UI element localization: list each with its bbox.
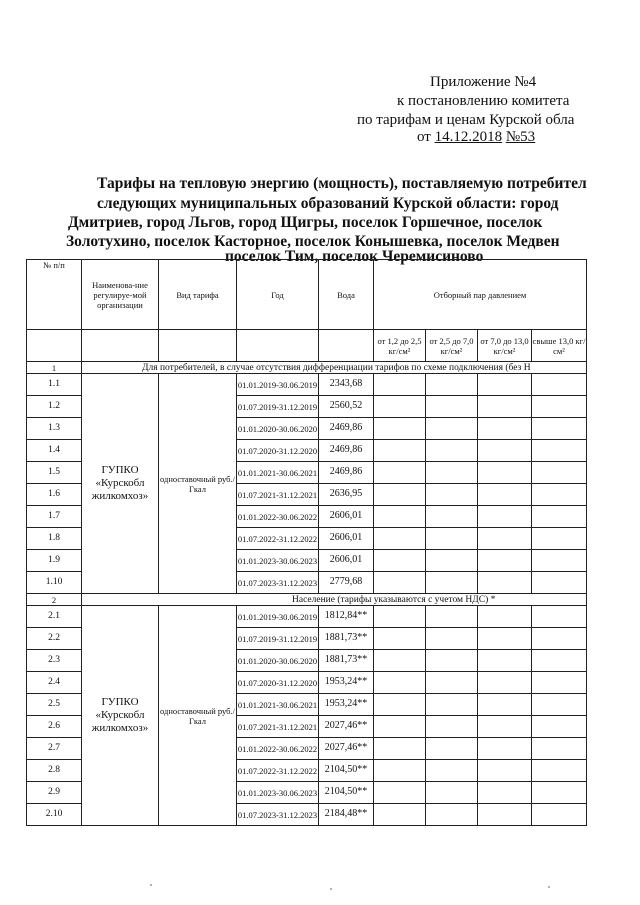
steam-cell <box>426 650 478 672</box>
row-num: 1.8 <box>27 528 82 550</box>
section-1-num: 1 <box>27 362 82 374</box>
steam-cell <box>478 528 532 550</box>
period: 01.01.2020-30.06.2020 <box>237 650 319 672</box>
period: 01.07.2021-31.12.2021 <box>237 716 319 738</box>
steam-cell <box>426 440 478 462</box>
steam-cell <box>478 484 532 506</box>
steam-cell <box>532 738 587 760</box>
water-price: 2606,01 <box>319 550 374 572</box>
steam-cell <box>374 418 426 440</box>
period: 01.01.2021-30.06.2021 <box>237 462 319 484</box>
row-num: 2.5 <box>27 694 82 716</box>
steam-cell <box>532 440 587 462</box>
steam-cell <box>426 528 478 550</box>
period: 01.01.2020-30.06.2020 <box>237 418 319 440</box>
period: 01.07.2019-31.12.2019 <box>237 628 319 650</box>
steam-cell <box>374 374 426 396</box>
tariff-type: одноставочный руб./Гкал <box>159 606 237 826</box>
committee-ref: по тарифам и ценам Курской обла <box>357 112 575 128</box>
header-pressure-3: от 7,0 до 13,0 кг/см² <box>478 330 532 362</box>
steam-cell <box>426 506 478 528</box>
steam-cell <box>478 374 532 396</box>
header-steam: Отборный пар давлением <box>374 260 587 330</box>
steam-cell <box>532 606 587 628</box>
header-org: Наименова-ние регулируе-мой организации <box>82 260 159 330</box>
steam-cell <box>374 440 426 462</box>
title-line-4: Золотухино, поселок Касторное, поселок Конышевка, поселок Медвен <box>66 233 560 250</box>
steam-cell <box>426 484 478 506</box>
row-num: 2.3 <box>27 650 82 672</box>
tariff-type: одноставочный руб./Гкал <box>159 374 237 594</box>
steam-cell <box>532 716 587 738</box>
steam-cell <box>374 572 426 594</box>
water-price: 1953,24** <box>319 694 374 716</box>
steam-cell <box>532 462 587 484</box>
steam-cell <box>532 782 587 804</box>
steam-cell <box>532 550 587 572</box>
water-price: 2027,46** <box>319 738 374 760</box>
water-price: 2606,01 <box>319 528 374 550</box>
steam-cell <box>374 694 426 716</box>
steam-cell <box>478 716 532 738</box>
row-num: 1.9 <box>27 550 82 572</box>
period: 01.07.2019-31.12.2019 <box>237 396 319 418</box>
steam-cell <box>374 484 426 506</box>
steam-cell <box>478 650 532 672</box>
row-num: 2.6 <box>27 716 82 738</box>
steam-cell <box>374 628 426 650</box>
steam-cell <box>478 462 532 484</box>
steam-cell <box>426 418 478 440</box>
steam-cell <box>374 506 426 528</box>
row-num: 1.1 <box>27 374 82 396</box>
water-price: 2184,48** <box>319 804 374 826</box>
section-1-title: Для потребителей, в случае отсутствия дифференциации тарифов по схеме подключения (без Н <box>82 362 587 374</box>
period: 01.01.2022-30.06.2022 <box>237 738 319 760</box>
header-water: Вода <box>319 260 374 330</box>
steam-cell <box>426 606 478 628</box>
period: 01.01.2021-30.06.2021 <box>237 694 319 716</box>
header-pressure-1: от 1,2 до 2,5 кг/см² <box>374 330 426 362</box>
steam-cell <box>478 418 532 440</box>
period: 01.07.2023-31.12.2023 <box>237 572 319 594</box>
resolution-ref: к постановлению комитета <box>397 93 570 109</box>
date-prefix: от <box>417 129 431 145</box>
row-num: 2.1 <box>27 606 82 628</box>
steam-cell <box>532 572 587 594</box>
steam-cell <box>532 760 587 782</box>
period: 01.01.2023-30.06.2023 <box>237 782 319 804</box>
header-pressure-4: свыше 13,0 кг/см² <box>532 330 587 362</box>
steam-cell <box>478 760 532 782</box>
steam-cell <box>426 672 478 694</box>
steam-cell <box>426 628 478 650</box>
period: 01.01.2022-30.06.2022 <box>237 506 319 528</box>
steam-cell <box>374 804 426 826</box>
row-num: 2.8 <box>27 760 82 782</box>
steam-cell <box>478 782 532 804</box>
steam-cell <box>374 716 426 738</box>
period: 01.01.2019-30.06.2019 <box>237 374 319 396</box>
steam-cell <box>374 462 426 484</box>
row-num: 1.4 <box>27 440 82 462</box>
water-price: 2343,68 <box>319 374 374 396</box>
row-num: 1.7 <box>27 506 82 528</box>
title-line-2: следующих муниципальных образований Курской области: город <box>97 195 559 212</box>
steam-cell <box>374 672 426 694</box>
water-price: 2104,50** <box>319 782 374 804</box>
steam-cell <box>426 550 478 572</box>
period: 01.07.2020-31.12.2020 <box>237 672 319 694</box>
row-num: 1.2 <box>27 396 82 418</box>
steam-cell <box>374 396 426 418</box>
steam-cell <box>426 804 478 826</box>
steam-cell <box>426 782 478 804</box>
organization-name: ГУПКО «Курскобл жилкомхоз» <box>82 374 159 594</box>
steam-cell <box>532 374 587 396</box>
steam-cell <box>374 528 426 550</box>
resolution-date <box>417 128 535 147</box>
steam-cell <box>426 760 478 782</box>
header-num: № п/п <box>27 260 82 330</box>
period: 01.07.2022-31.12.2022 <box>237 760 319 782</box>
steam-cell <box>374 782 426 804</box>
steam-cell <box>374 738 426 760</box>
water-price: 2636,95 <box>319 484 374 506</box>
row-num: 1.5 <box>27 462 82 484</box>
table-row <box>27 606 587 628</box>
period: 01.01.2023-30.06.2023 <box>237 550 319 572</box>
steam-cell <box>426 374 478 396</box>
scan-speck <box>330 888 332 890</box>
steam-cell <box>478 396 532 418</box>
steam-cell <box>374 606 426 628</box>
period: 01.07.2023-31.12.2023 <box>237 804 319 826</box>
period: 01.01.2019-30.06.2019 <box>237 606 319 628</box>
row-num: 1.6 <box>27 484 82 506</box>
water-price: 1953,24** <box>319 672 374 694</box>
steam-cell <box>426 572 478 594</box>
tariff-table <box>26 259 587 826</box>
period: 01.07.2020-31.12.2020 <box>237 440 319 462</box>
steam-cell <box>478 804 532 826</box>
steam-cell <box>478 440 532 462</box>
header-pressure-2: от 2,5 до 7,0 кг/см² <box>426 330 478 362</box>
steam-cell <box>374 760 426 782</box>
steam-cell <box>532 628 587 650</box>
water-price: 2779,68 <box>319 572 374 594</box>
steam-cell <box>426 462 478 484</box>
water-price: 1881,73** <box>319 628 374 650</box>
water-price: 1881,73** <box>319 650 374 672</box>
section-2-num: 2 <box>27 594 82 606</box>
steam-cell <box>426 694 478 716</box>
resolution-number: №53 <box>505 129 536 145</box>
title-line-1: Тарифы на тепловую энергию (мощность), поставляемую потребител <box>97 175 587 192</box>
water-price: 2469,86 <box>319 462 374 484</box>
row-num: 2.7 <box>27 738 82 760</box>
title-line-3: Дмитриев, город Льгов, город Щигры, поселок Горшечное, поселок <box>68 214 543 231</box>
steam-cell <box>426 716 478 738</box>
scan-speck <box>548 886 550 888</box>
table-row <box>27 374 587 396</box>
steam-cell <box>478 672 532 694</box>
steam-cell <box>478 572 532 594</box>
steam-cell <box>426 738 478 760</box>
row-num: 1.3 <box>27 418 82 440</box>
steam-cell <box>532 672 587 694</box>
water-price: 2104,50** <box>319 760 374 782</box>
steam-cell <box>532 528 587 550</box>
scan-speck <box>150 884 152 886</box>
row-num: 2.4 <box>27 672 82 694</box>
steam-cell <box>374 650 426 672</box>
row-num: 2.10 <box>27 804 82 826</box>
water-price: 2469,86 <box>319 418 374 440</box>
water-price: 2606,01 <box>319 506 374 528</box>
header-tariff-type: Вид тарифа <box>159 260 237 330</box>
water-price: 2469,86 <box>319 440 374 462</box>
steam-cell <box>374 550 426 572</box>
steam-cell <box>478 628 532 650</box>
steam-cell <box>532 396 587 418</box>
section-2-title: Население (тарифы указываются с учетом НДС) * <box>82 594 587 606</box>
steam-cell <box>532 804 587 826</box>
header-year: Год <box>237 260 319 330</box>
steam-cell <box>532 650 587 672</box>
steam-cell <box>478 506 532 528</box>
row-num: 2.2 <box>27 628 82 650</box>
steam-cell <box>478 550 532 572</box>
row-num: 1.10 <box>27 572 82 594</box>
steam-cell <box>426 396 478 418</box>
steam-cell <box>478 606 532 628</box>
date-value: 14.12.2018 <box>434 129 503 145</box>
title-line-5: поселок Тим, поселок Черемисиново <box>225 248 484 265</box>
water-price: 2560,52 <box>319 396 374 418</box>
steam-cell <box>532 506 587 528</box>
row-num: 2.9 <box>27 782 82 804</box>
steam-cell <box>478 738 532 760</box>
appendix-label: Приложение №4 <box>430 74 537 90</box>
organization-name: ГУПКО «Курскобл жилкомхоз» <box>82 606 159 826</box>
period: 01.07.2021-31.12.2021 <box>237 484 319 506</box>
steam-cell <box>532 484 587 506</box>
period: 01.07.2022-31.12.2022 <box>237 528 319 550</box>
water-price: 2027,46** <box>319 716 374 738</box>
steam-cell <box>532 418 587 440</box>
steam-cell <box>478 694 532 716</box>
water-price: 1812,84** <box>319 606 374 628</box>
steam-cell <box>532 694 587 716</box>
